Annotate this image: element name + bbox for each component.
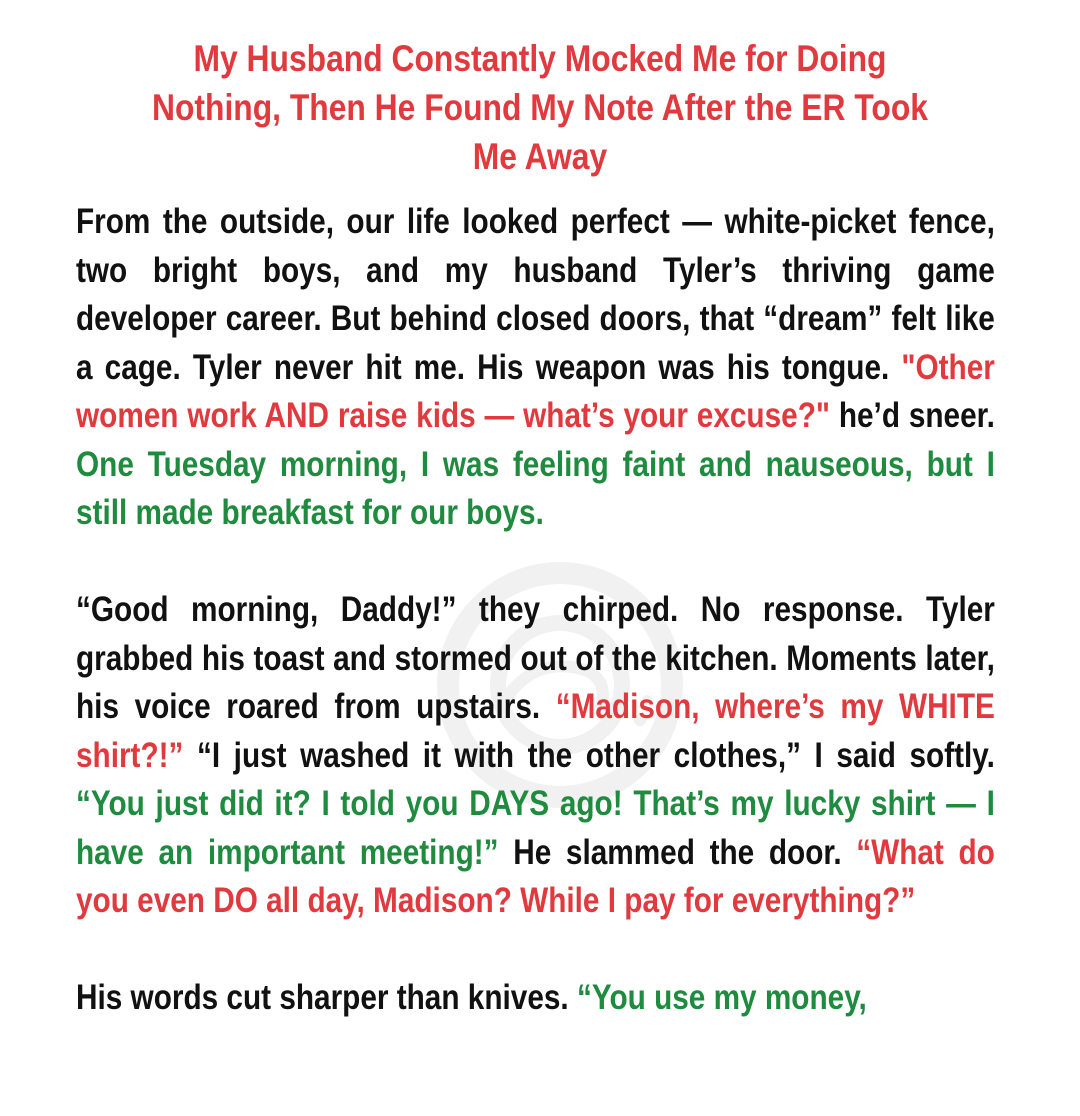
narration-text: “I just washed it with the other clothes,” I said softly. [183, 735, 995, 775]
highlight-green: One Tuesday morning, I was feeling faint and nauseous, but I still made breakfast for our boys. [76, 444, 995, 532]
paragraph-1 [76, 198, 995, 538]
quote-red: “What do you even DO all day, Madison? While I pay for everything?” [76, 832, 995, 920]
quote-red: “Madison, where’s my WHITE shirt?!” [76, 687, 995, 775]
narration-text: He slammed the door. [498, 832, 857, 872]
article-title: My Husband Constantly Mocked Me for Doing Nothing, Then He Found My Note After the ER Took Me Away [151, 38, 928, 177]
quote-red: "Other women work AND raise kids — what’s your excuse?" [76, 347, 995, 435]
paragraph-2 [76, 586, 995, 926]
quote-green: “You use my money, [576, 978, 867, 1017]
narration-text: “Good morning, Daddy!” they chirped. No response. Tyler grabbed his toast and stormed out of the kitchen. Moments later, his voice roared from upstairs. [76, 590, 995, 726]
narration-text: His words cut sharper than knives. [76, 978, 577, 1017]
narration-text: From the outside, our life looked perfect — white-picket fence, two bright boys, and my husband Tyler’s thriving game developer career. But behind closed doors, that “dream” felt like a cage. Tyler never hit me. His weapon was his tongue. [76, 202, 995, 387]
narration-text: he’d sneer. [829, 396, 995, 435]
paragraph-3 [76, 974, 995, 1023]
article-body [76, 198, 995, 1071]
quote-green: “You just did it? I told you DAYS ago! That’s my lucky shirt — I have an important meeting!” [76, 784, 995, 872]
